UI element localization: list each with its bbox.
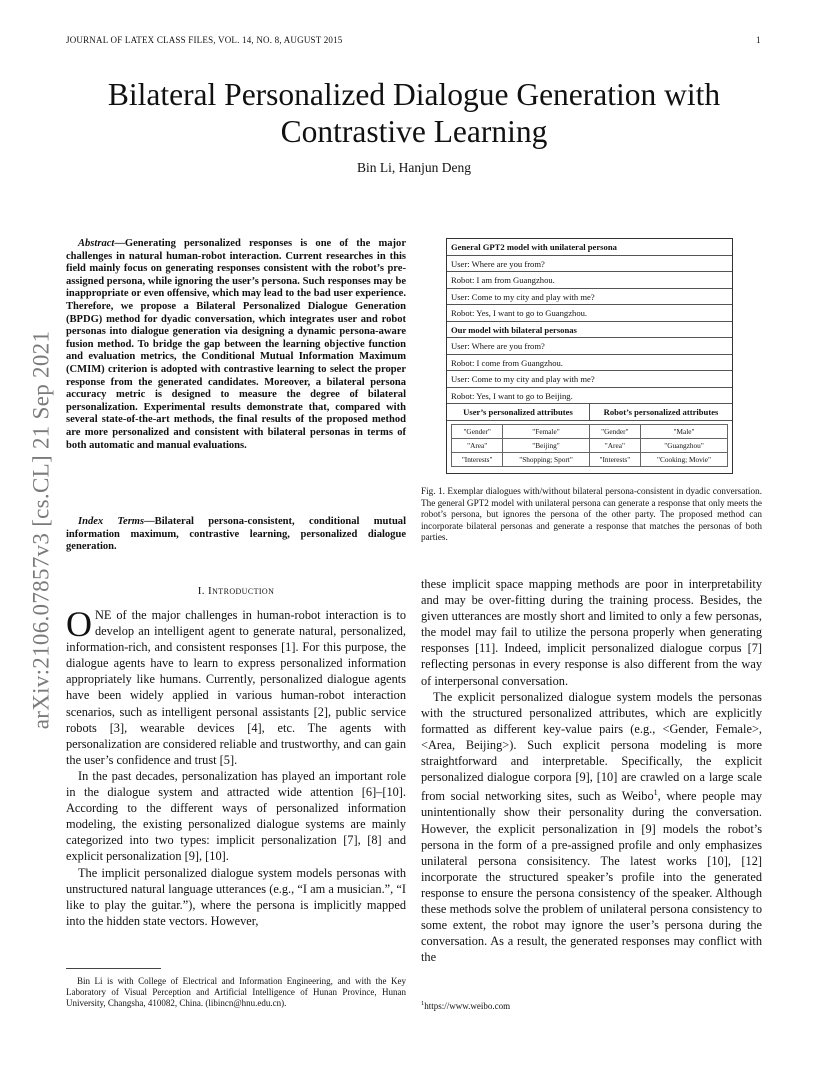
- gpt2-line: User: Come to my city and play with me?: [447, 289, 732, 306]
- gpt2-line: User: Where are you from?: [447, 256, 732, 273]
- table-row: [452, 438, 728, 452]
- abstract-text: —Generating personalized responses is one of the major challenges in natural human-robot interaction. Current researches in this field mainly focus on generating responses consistent with the robot’s pre-assigned persona, while ignoring the user’s persona. Such responses may be inappropriate or even offensive, which may lead to the bad user experience. Therefore, we propose a Bilateral Personalized Dialogue Generation (BPDG) method for dyadic conversation, which integrates user and robot personas into dialogue generation via designing a dynamic persona-aware fusion method. To bridge the gap between the learning objective function and evaluation metrics, the Conditional Mutual Information Maximum (CMIM) criterion is adopted with contrastive learning to select the proper response from the generated candidates. Moreover, a bilateral persona accuracy metric is designed to measure the degree of bilateral personalization. Experimental results demonstrate that, compared with several state-of-the-art methods, the final results of the proposed method are more personalized and consistent with bilateral personas in terms of both automatic and manual evaluations.: [66, 238, 406, 451]
- ours-header: Our model with bilateral personas: [447, 322, 732, 339]
- table-cell: "Cooking; Movie": [641, 452, 728, 466]
- table-cell: "Guangzhou": [641, 438, 728, 452]
- ours-line: User: Come to my city and play with me?: [447, 371, 732, 388]
- ours-line: User: Where are you from?: [447, 338, 732, 355]
- gpt2-line: Robot: Yes, I want to go to Guangzhou.: [447, 305, 732, 322]
- intro-paragraph-4: these implicit space mapping methods are poor in interpretability and may be over-fitting during the training process. Besides, the given utterances are mostly short and limited to only a few personas, the model may fail to utilize the persona properly when generating responses [11]. Indeed, implicit personalized dialogue corpus [7] reflecting personas in every response is also different from the way of interpersonal conversation.: [421, 577, 762, 688]
- intro-paragraph-5-text-b: , where people may unintentionally show their personality during the conversation. However, the explicit personalization in [9] models the robot’s persona in the form of a pre-assigned profile and only emphasizes unilateral persona consisitency. The latest works [10], [12] incorporate the structured speaker’s profile into the generated response to ensure the persona consistency of the speaker. Although these methods solve the problem of unilateral persona consistency to some extent, the robot may ignore the user’s persona during the conversation. As a result, the generated responses may conflict with the: [421, 789, 763, 965]
- table-cell: "Female": [503, 424, 589, 438]
- table-cell: "Gender": [589, 424, 640, 438]
- intro-paragraph-1-text: NE of the major challenges in human-robot interaction is to develop an intelligent agent to generate natural, personalized, information-rich, and consistent responses [1]. For this purpose, the dialogue agents have to learn to express personalized information appropriately like humans. Currently, personalized dialogue agents have been widely applied in various human-robot interaction scenarios, such as intelligent personal assistants [2], public service robots [3], wearable devices [4], etc. The agents with personalization are considered reliable and trustworthy, and can gain the user’s confidence and trust [5].: [66, 608, 406, 767]
- robot-attributes-header: Robot’s personalized attributes: [603, 407, 719, 417]
- table-cell: "Area": [452, 438, 503, 452]
- ours-line: Robot: Yes, I want to go to Beijing.: [447, 388, 732, 405]
- gpt2-header: General GPT2 model with unilateral persona: [447, 239, 732, 256]
- right-column-body: [421, 576, 762, 965]
- table-cell: "Interests": [589, 452, 640, 466]
- paper-authors: Bin Li, Hanjun Deng: [357, 160, 471, 175]
- ours-line: Robot: I come from Guangzhou.: [447, 355, 732, 372]
- table-cell: "Male": [641, 424, 728, 438]
- table-row: [452, 424, 728, 438]
- table-row: [452, 452, 728, 466]
- index-terms-label: Index Terms: [78, 516, 145, 527]
- left-column-body: [66, 604, 406, 929]
- figure-1-box: [446, 238, 733, 474]
- intro-paragraph-5-text-a: The explicit personalized dialogue system models the personas with the structured personalized attributes, which are explicitly formatted as different key-value pairs (e.g., <Gender, Female>, <Area, Beijing>). Such explicit persona modeling is more straightforward and interpretable. Specifically, the explicit personalized dialogue corpora [9], [10] are crawled on a large scale from social networking sites, such as Weibo: [421, 689, 762, 804]
- intro-paragraph-1: [66, 604, 406, 768]
- intro-paragraph-5: [421, 689, 762, 966]
- table-cell: "Area": [589, 438, 640, 452]
- page-number: 1: [756, 35, 761, 45]
- arxiv-stamp-text: arXiv:2106.07857v3 [cs.CL] 21 Sep 2021: [28, 330, 53, 730]
- intro-paragraph-2: In the past decades, personalization has played an important role in the dialogue system and attracted wide attention [6]–[10]. According to the different ways of personalized information modeling, the existing personalized dialogue systems are mainly categorized into two types: implicit personalization [7], [8] and explicit personalization [9], [10].: [66, 768, 406, 864]
- paper-title: Bilateral Personalized Dialogue Generation with Contrastive Learning: [107, 77, 721, 149]
- abstract: [66, 238, 406, 452]
- intro-paragraph-3: The implicit personalized dialogue system models personas with unstructured natural language utterances (e.g., “I am a musician.”, “I like to play the guitar.”), where the persona is implicitly mapped into the hidden state vectors. However,: [66, 865, 406, 928]
- table-cell: "Shopping; Sport": [503, 452, 589, 466]
- user-attributes-header: User’s personalized attributes: [447, 404, 590, 420]
- section-heading-introduction: I. Introduction: [197, 585, 275, 597]
- index-terms-text: —Bilateral persona-consistent, conditional mutual information maximum, contrastive learning, personalized dialogue generation.: [66, 516, 407, 553]
- table-cell: "Gender": [452, 424, 503, 438]
- table-cell: "Beijing": [503, 438, 589, 452]
- url-footnote-text: https://www.weibo.com: [424, 1001, 511, 1011]
- attributes-table: [451, 424, 728, 467]
- figure-1-caption: Fig. 1. Exemplar dialogues with/without bilateral persona-consistent in dyadic conversation. The general GPT2 model with unilateral persona can generate a response that only meets the robot’s persona, but ignores the persona of the other party. The proposed method can incorporate bilateral personas and generate a response that matches the personas of both parties.: [421, 486, 762, 543]
- running-header: JOURNAL OF LATEX CLASS FILES, VOL. 14, NO. 8, AUGUST 2015: [66, 35, 343, 45]
- footnote-rule: [66, 968, 161, 969]
- url-footnote-mark: 1: [421, 1000, 425, 1007]
- table-cell: "Interests": [452, 452, 503, 466]
- footnote-marker: 1: [653, 788, 658, 798]
- index-terms: [66, 516, 406, 554]
- drop-cap: O: [66, 604, 92, 644]
- url-footnote: [421, 1000, 510, 1011]
- affiliation-footnote: Bin Li is with College of Electrical and Information Engineering, and with the Key Laboratory of Visual Perception and Artificial Intelligence of Hunan Province, Hunan University, Changsha, 410082, China. (libincn@hnu.edu.cn).: [66, 976, 406, 1009]
- attributes-header: [447, 404, 732, 421]
- abstract-label: Abstract: [78, 238, 115, 249]
- gpt2-line: Robot: I am from Guangzhou.: [447, 272, 732, 289]
